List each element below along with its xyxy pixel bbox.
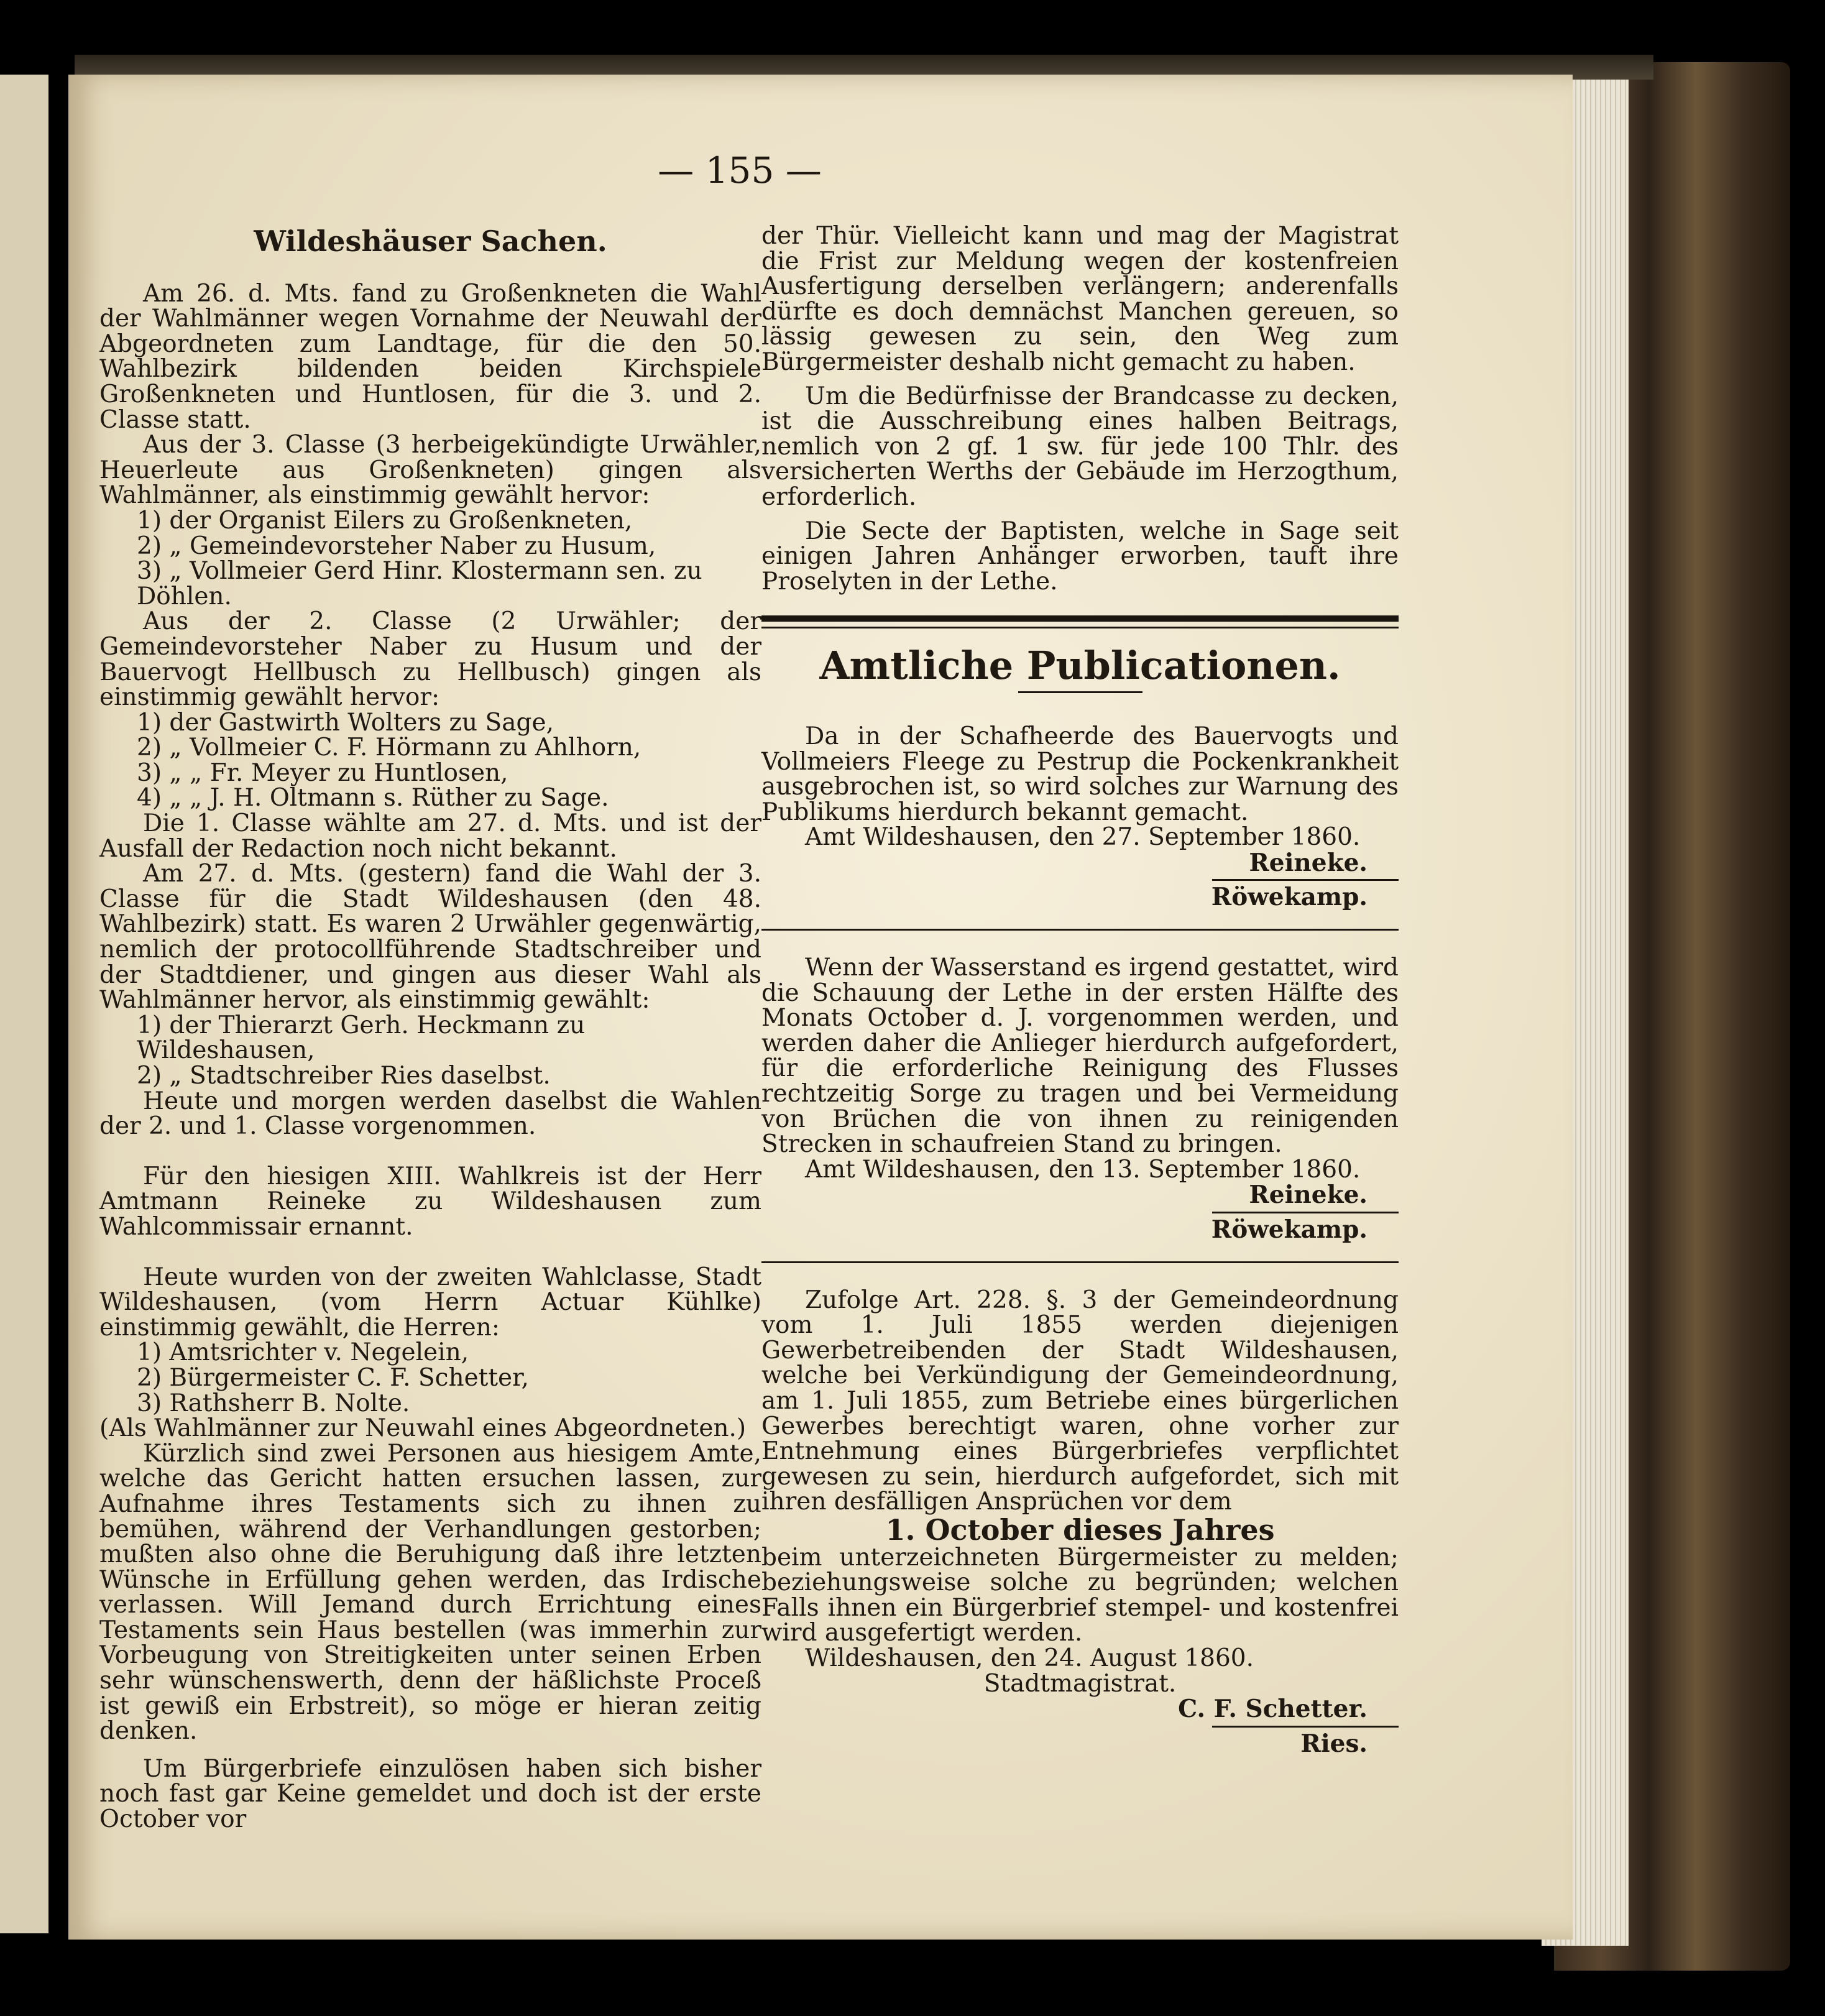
notice-buergerbrief: [761, 1288, 1399, 1757]
notice-separator: [761, 1261, 1399, 1263]
notice-pox: [761, 724, 1399, 910]
facing-page-edge: [0, 75, 48, 1933]
publications-title: Amtliche Publicationen.: [819, 643, 1341, 689]
deadline: 1. October dieses Jahres: [885, 1512, 1275, 1547]
notice-text: Wenn der Wasserstand es irgend gestattet, wird die Schauung der Lethe in der ersten Hälfte des Monats October d. J. vorgenommen werden, und werden daher die Anlieger hierdurch aufgefordert, für die erforderliche Reinigung des Flusses rechtzeitig Sorge zu tragen und bei Vermeidung von Brüchen die von ihnen zu reinigenden Strecken in schaufreien Stand zu bringen.: [761, 954, 1399, 1159]
section-heading: Wildeshäuser Sachen.: [254, 224, 607, 258]
notice-separator: [761, 929, 1399, 931]
paragraph: Um die Bedürfnisse der Brandcasse zu decken, ist die Ausschreibung eines halben Beitrags, nemlich von 2 gf. 1 sw. für jede 100 Thlr. des versicherten Werths der Gebäude im Herzogthum, erforderlich.: [761, 382, 1399, 511]
notice-date: Amt Wildeshausen, den 27. September 1860.: [805, 823, 1361, 852]
left-column: [99, 224, 761, 1833]
signature: Ries.: [1300, 1729, 1368, 1758]
list-item: 2) Bürgermeister C. F. Schetter,: [137, 1363, 529, 1392]
authority: Stadtmagistrat.: [983, 1669, 1177, 1698]
paragraph: Heute und morgen werden daselbst die Wahlen der 2. und 1. Classe vorgenommen.: [99, 1087, 761, 1141]
notice-text: Zufolge Art. 228. §. 3 der Gemeindeordnung vom 1. Juli 1855 werden diejenigen Gewerbetreibenden der Stadt Wildeshausen, welche bei Verkündigung der Gemeindeordnung, am 1. Juli 1855, zum Betriebe eines bürgerlichen Gewerbes berechtigt waren, ohne vorher zur Entnehmung eines Bürgerbriefes verpflichtet gewesen zu sein, hierdurch aufgefordet, sich mit ihren desfälligen Ansprüchen vor dem: [761, 1286, 1399, 1516]
paragraph: Am 27. d. Mts. (gestern) fand die Wahl der 3. Classe für die Stadt Wildeshausen (den 48. Wahlbezirk) statt. Es waren 2 Urwähler gegenwärtig, nemlich der protocollführende Stadtschreiber und der Stadtdiener, und gingen aus dieser Wahl als Wahlmänner hervor, als einstimmig gewählt:: [99, 860, 761, 1015]
list-item: 2) „ Gemeindevorsteher Naber zu Husum,: [137, 532, 656, 560]
paragraph: Die Secte der Baptisten, welche in Sage seit einigen Jahren Anhänger erworben, tauft ihre Proselyten in der Lethe.: [761, 517, 1399, 596]
notice-lethe: [761, 955, 1399, 1243]
notice-text: beim unterzeichneten Bürgermeister zu melden; beziehungsweise solche zu begründen; welchen Falls ihnen ein Bürgerbrief stempel- und kostenfrei wird ausgefertigt werden.: [761, 1543, 1399, 1647]
list-item: 3) „ „ Fr. Meyer zu Huntlosen,: [137, 758, 508, 787]
paragraph: der Thür. Vielleicht kann und mag der Magistrat die Frist zur Meldung wegen der kostenfreien Ausfertigung derselben verlängern; anderenfalls dürfte es doch demnächst Manchen gereuen, so lässig gewesen zu sein, den Weg zum Bürgermeister deshalb nicht gemacht zu haben.: [761, 222, 1399, 376]
signature: Röwekamp.: [1211, 883, 1368, 912]
list-item: 3) „ Vollmeier Gerd Hinr. Klostermann sen. zu Döhlen.: [137, 557, 702, 610]
paragraph: Am 26. d. Mts. fand zu Großenkneten die Wahl der Wahlmänner wegen Vornahme der Neuwahl der Abgeordneten zum Landtage, für die den 50. Wahlbezirk bildenden beiden Kirchspiele Großenkneten und Huntlosen, für die 3. und 2. Classe statt.: [99, 279, 761, 434]
notice-text: Da in der Schafheerde des Bauervogts und Vollmeiers Fleege zu Pestrup die Pockenkrankheit ausgebrochen ist, so wird solches zur Warnung des Publikums hierdurch bekannt gemacht.: [761, 722, 1399, 826]
list-item: 1) der Gastwirth Wolters zu Sage,: [137, 708, 554, 737]
list-item: 1) der Organist Eilers zu Großenkneten,: [137, 506, 633, 535]
paragraph: Kürzlich sind zwei Personen aus hiesigem Amte, welche das Gericht hatten ersuchen lassen, zur Aufnahme ihres Testaments sich zu ihnen zu bemühen, während der Verhandlungen gestorben; mußten also ohne die Beruhigung daß ihre letzten Wünsche in Erfüllung gehen werden, das Irdische verlassen. Will Jemand durch Errichtung eines Testaments sein Haus bestellen (was immerhin zur Vorbeugung von Streitigkeiten unter seinen Erben sehr wünschenswerth, denn der häßlichste Proceß ist gewiß ein Erbstreit), so möge er hieran zeitig denken.: [99, 1439, 761, 1746]
section-divider-thin: [761, 627, 1399, 628]
paragraph: Heute wurden von der zweiten Wahlclasse, Stadt Wildeshausen, (vom Herrn Actuar Kühlke) einstimmig gewählt, die Herren:: [99, 1263, 761, 1342]
signature: C. F. Schetter.: [1178, 1695, 1368, 1724]
right-column: [761, 224, 1399, 1756]
signature-rule: [1212, 1726, 1399, 1728]
list-item: 2) „ Vollmeier C. F. Hörmann zu Ahlhorn,: [137, 734, 641, 762]
notice-date: Amt Wildeshausen, den 13. September 1860.: [805, 1155, 1361, 1184]
paragraph: Die 1. Classe wählte am 27. d. Mts. und ist der Ausfall der Redaction noch nicht bekannt.: [99, 809, 761, 863]
notice-date: Wildeshausen, den 24. August 1860.: [805, 1644, 1254, 1672]
list-item: 2) „ Stadtschreiber Ries daselbst.: [137, 1062, 551, 1090]
signature: Röwekamp.: [1211, 1215, 1368, 1244]
signature: Reineke.: [1249, 1181, 1368, 1210]
paragraph: Aus der 2. Classe (2 Urwähler; der Gemeindevorsteher Naber zu Husum und der Bauervogt Hellbusch zu Hellbusch) gingen als einstimmig gewählt hervor:: [99, 607, 761, 712]
signature: Reineke.: [1249, 848, 1368, 877]
paragraph: (Als Wahlmänner zur Neuwahl eines Abgeordneten.): [99, 1414, 747, 1443]
section-divider: [761, 615, 1399, 622]
signature-rule: [1212, 1212, 1399, 1213]
list-item: 1) Amtsrichter v. Negelein,: [137, 1338, 469, 1367]
signature-rule: [1212, 879, 1399, 881]
paragraph: Um Bürgerbriefe einzulösen haben sich bisher noch fast gar Keine gemeldet und doch ist der erste October vor: [99, 1754, 761, 1834]
list-item: 3) Rathsherr B. Nolte.: [137, 1389, 410, 1417]
list-item: 4) „ „ J. H. Oltmann s. Rüther zu Sage.: [137, 784, 609, 812]
paragraph: Aus der 3. Classe (3 herbeigekündigte Urwähler, Heuerleute aus Großenkneten) gingen als Wahlmänner, als einstimmig gewählt hervor:: [99, 431, 761, 510]
list-item: 1) der Thierarzt Gerh. Heckmann zu Wildeshausen,: [137, 1011, 586, 1065]
title-underline: [1018, 691, 1142, 693]
paragraph: Für den hiesigen XIII. Wahlkreis ist der Herr Amtmann Reineke zu Wildeshausen zum Wahlcommissair ernannt.: [99, 1162, 761, 1241]
page-number: — 155 —: [658, 149, 822, 191]
